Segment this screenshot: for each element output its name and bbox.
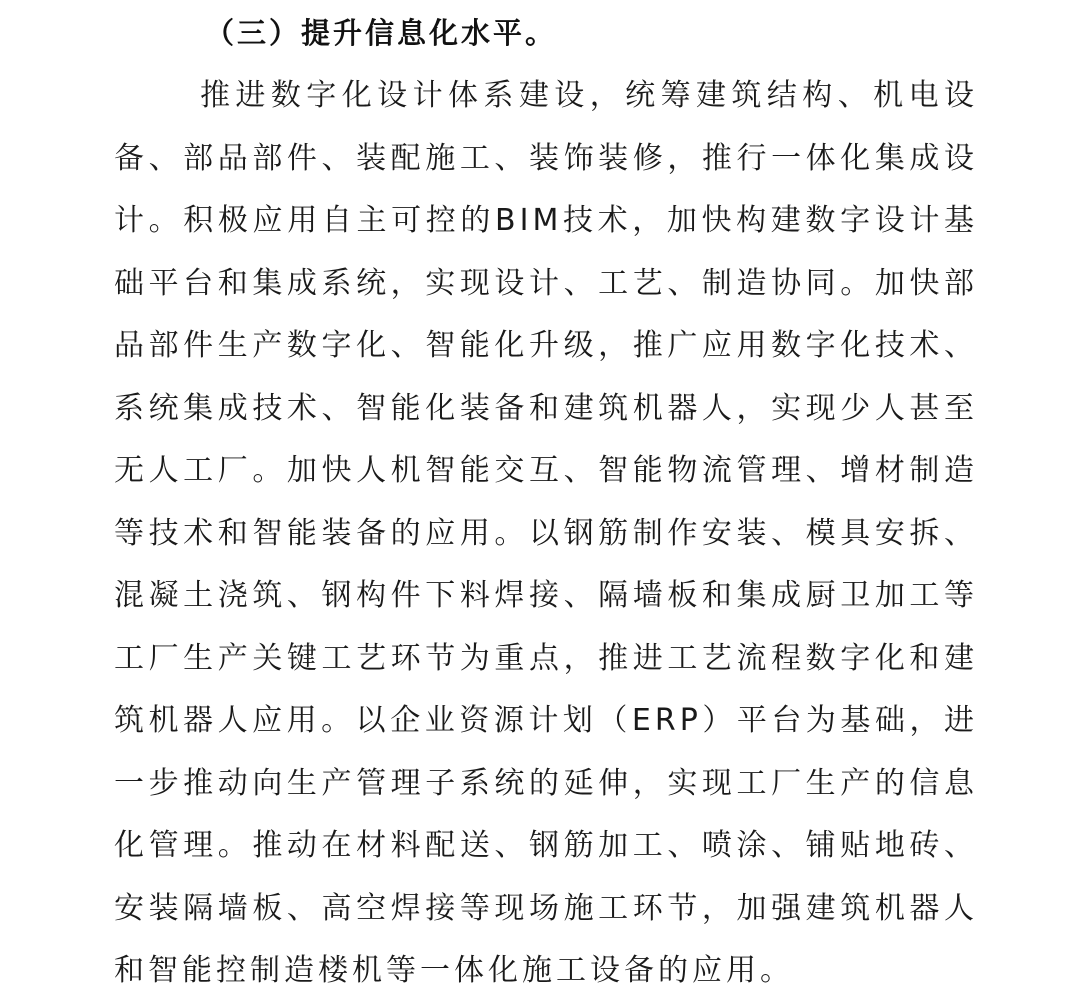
paragraph-line: 础平台和集成系统，实现设计、工艺、制造协同。加快部 (114, 265, 978, 301)
paragraph-line: 和智能控制造楼机等一体化施工设备的应用。 (114, 953, 794, 988)
paragraph-line: 一步推动向生产管理子系统的延伸，实现工厂生产的信息 (114, 765, 978, 801)
paragraph-line: 无人工厂。加快人机智能交互、智能物流管理、增材制造 (114, 453, 978, 488)
paragraph-line: 推进数字化设计体系建设，统筹建筑结构、机电设 (200, 78, 978, 113)
body-paragraph (114, 65, 978, 1003)
paragraph-line: 备、部品部件、装配施工、装饰装修，推行一体化集成设 (114, 140, 978, 176)
paragraph-line: 品部件生产数字化、智能化升级，推广应用数字化技术、 (114, 328, 978, 363)
paragraph-line: 化管理。推动在材料配送、钢筋加工、喷涂、铺贴地砖、 (114, 828, 978, 863)
paragraph-line: 筑机器人应用。以企业资源计划（ERP）平台为基础，进 (114, 703, 978, 738)
paragraph-line: 等技术和智能装备的应用。以钢筋制作安装、模具安拆、 (114, 515, 978, 551)
paragraph-line: 工厂生产关键工艺环节为重点，推进工艺流程数字化和建 (114, 640, 978, 676)
section-heading: （三）提升信息化水平。 (205, 16, 558, 50)
paragraph-line: 系统集成技术、智能化装备和建筑机器人，实现少人甚至 (114, 390, 978, 426)
paragraph-line: 计。积极应用自主可控的BIM技术，加快构建数字设计基 (114, 203, 978, 238)
paragraph-line: 混凝土浇筑、钢构件下料焊接、隔墙板和集成厨卫加工等 (114, 578, 978, 613)
paragraph-line: 安装隔墙板、高空焊接等现场施工环节，加强建筑机器人 (114, 890, 978, 926)
